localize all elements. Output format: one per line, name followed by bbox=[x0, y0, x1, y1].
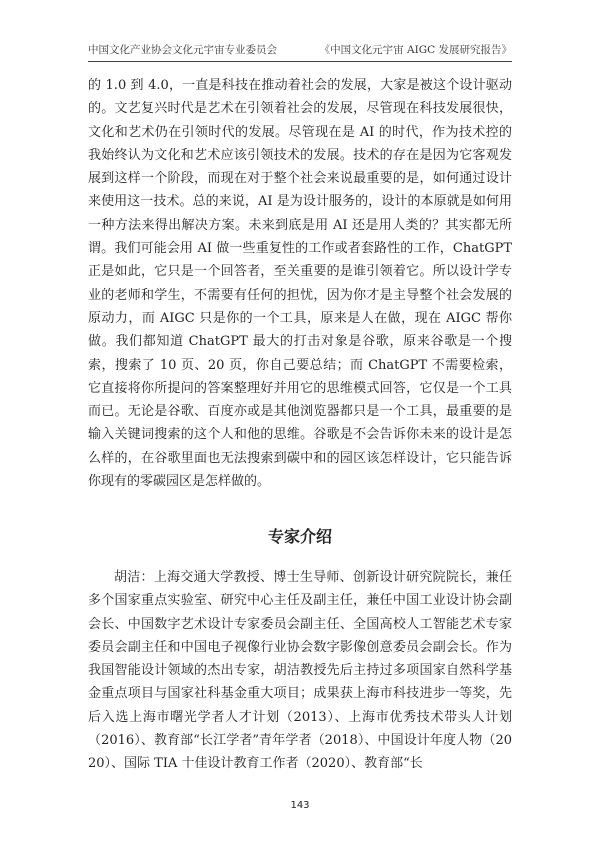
header-report-title: 《中国文化元宇宙 AIGC 发展研究报告》 bbox=[319, 44, 512, 56]
expert-bio-paragraph: 胡洁：上海交通大学教授、博士生导师、创新设计研究院院长，兼任多个国家重点实验室、研究中心主任及副主任，兼任中国工业设计协会副会长、中国数字艺术设计专家委员会副主任、全国高校人工智能艺术专家委员会副主任和中国电子视像行业协会数字影像创意委员会副会长。作为我国智能设计领域的杰出专家，胡洁教授先后主持过多项国家自然科学基金重点项目与国家社科基金重大项目；成果获上海市科技进步一等奖，先后入选上海市曙光学者人才计划（2013）、上海市优秀技术带头人计划（2016）、教育部“长江学者”青年学者（2018）、中国设计年度人物（2020）、国际 TIA 十佳设计教育工作者（2020）、教育部“长 bbox=[88, 570, 512, 772]
section-title-expert-intro: 专家介绍 bbox=[267, 527, 332, 546]
body-paragraph-1: 的 1.0 到 4.0，一直是科技在推动着社会的发展，大家是被这个设计驱动的。文艺复兴时代是艺术在引领着社会的发展，尽管现在科技发展很快，文化和艺术仍在引领时代的发展。尽管现在是 AI 的时代，作为技术控的我始终认为文化和艺术应该引领技术的发展。技术的存在是因为它客观发展到这样一个阶段，而现在对于整个社会来说最重要的是，如何通过设计来使用这一技术。总的来说，AI 是为设计服务的，设计的本原就是如何用一种方法来得出解决方案。未来到底是用 AI 还是用人类的？其实都无所谓。我们可能会用 AI 做一些重复性的工作或者套路性的工作，ChatGPT 正是如此，它只是一个回答者，至关重要的是谁引领着它。所以设计学专业的老师和学生，不需要有任何的担忧，因为你才是主导整个社会发展的原动力，而 AIGC 只是你的一个工具，原来是人在做，现在 AIGC 帮你做。我们都知道 ChatGPT 最大的打击对象是谷歌，原来谷歌是一个搜索，搜索了 10 页、20 页，你自己要总结；而 ChatGPT 不需要检索，它直接将你所提问的答案整理好并用它的思维模式回答，它仅是一个工具而已。无论是谷歌、百度亦或是其他浏览器都只是一个工具，最重要的是输入关键词搜索的这个人和他的思维。谷歌是不会告诉你未来的设计是怎么样的，在谷歌里面也无法搜索到碳中和的园区该怎样设计，它只能告诉你现有的零碳园区是怎样做的。 bbox=[88, 78, 512, 490]
header-organization: 中国文化产业协会文化元宇宙专业委员会 bbox=[88, 44, 277, 56]
page-number: 143 bbox=[290, 800, 310, 811]
header-divider bbox=[88, 61, 512, 62]
